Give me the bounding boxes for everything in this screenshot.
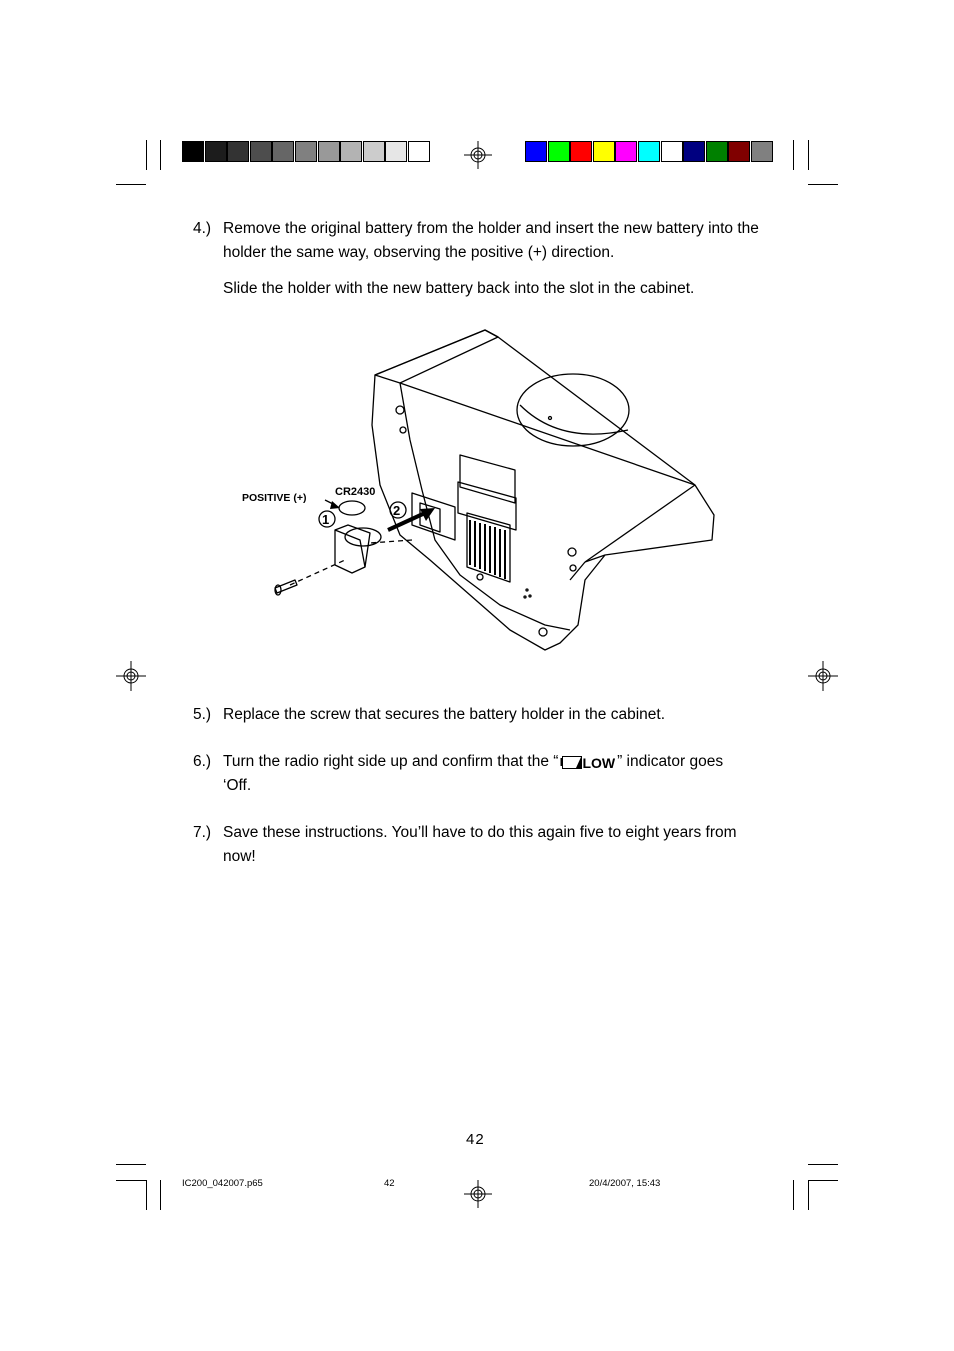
instruction-number: 5.) <box>193 706 212 723</box>
color-swatch <box>295 141 317 162</box>
color-swatch <box>408 141 430 162</box>
footer-filename: IC200_042007.p65 <box>182 1178 263 1189</box>
color-swatch <box>615 141 637 162</box>
instruction-7 <box>193 821 773 871</box>
page-number: 42 <box>466 1131 485 1148</box>
color-swatch <box>638 141 660 162</box>
color-swatch <box>363 141 385 162</box>
registration-mark-icon <box>116 661 146 691</box>
instruction-number: 4.) <box>193 220 212 237</box>
color-swatch <box>205 141 227 162</box>
registration-mark-icon <box>808 661 838 691</box>
color-swatch <box>250 141 272 162</box>
positive-label: POSITIVE (+) <box>242 492 307 504</box>
footer-page: 42 <box>384 1178 395 1189</box>
registration-mark-icon <box>464 141 492 169</box>
low-indicator-text: LOW <box>582 755 616 771</box>
color-swatch <box>318 141 340 162</box>
battery-label: CR2430 <box>335 486 376 498</box>
instruction-text-line2: ‘Off. <box>223 777 252 794</box>
instruction-text-after: ” indicator goes <box>617 753 724 770</box>
instruction-number: 6.) <box>193 753 212 770</box>
color-swatch <box>661 141 683 162</box>
color-swatch <box>385 141 407 162</box>
color-swatch <box>525 141 547 162</box>
color-swatch <box>272 141 294 162</box>
color-swatch <box>182 141 204 162</box>
step-1-label: 1 <box>322 512 330 527</box>
step-2-label: 2 <box>393 503 401 518</box>
instruction-text-line1 <box>223 750 723 776</box>
instruction-text-line1: Remove the original battery from the holder and insert the new battery into the <box>223 220 759 237</box>
color-swatch <box>706 141 728 162</box>
color-swatch <box>340 141 362 162</box>
color-swatch <box>683 141 705 162</box>
color-swatch <box>548 141 570 162</box>
instruction-6 <box>193 750 773 800</box>
instruction-text-line1: Replace the screw that secures the battery holder in the cabinet. <box>223 706 665 723</box>
battery-low-indicator <box>560 751 615 776</box>
color-swatch <box>728 141 750 162</box>
registration-mark-icon <box>464 1180 492 1208</box>
color-swatch <box>570 141 592 162</box>
instruction-number: 7.) <box>193 824 212 841</box>
battery-icon <box>560 756 582 769</box>
instruction-text-before: Turn the radio right side up and confirm that the “ <box>223 753 559 770</box>
instruction-5 <box>193 703 773 727</box>
battery-replacement-illustration <box>230 325 730 660</box>
footer-timestamp: 20/4/2007, 15:43 <box>589 1178 661 1189</box>
color-swatch <box>751 141 773 162</box>
instruction-text-line2: holder the same way, observing the positive (+) direction. <box>223 244 615 261</box>
slide-holder-note: Slide the holder with the new battery back into the slot in the cabinet. <box>223 280 695 297</box>
color-swatch <box>593 141 615 162</box>
instruction-text-line1: Save these instructions. You’ll have to do this again five to eight years from <box>223 824 737 841</box>
instruction-text-line2: now! <box>223 848 256 865</box>
instruction-4 <box>193 217 773 267</box>
color-swatch <box>227 141 249 162</box>
